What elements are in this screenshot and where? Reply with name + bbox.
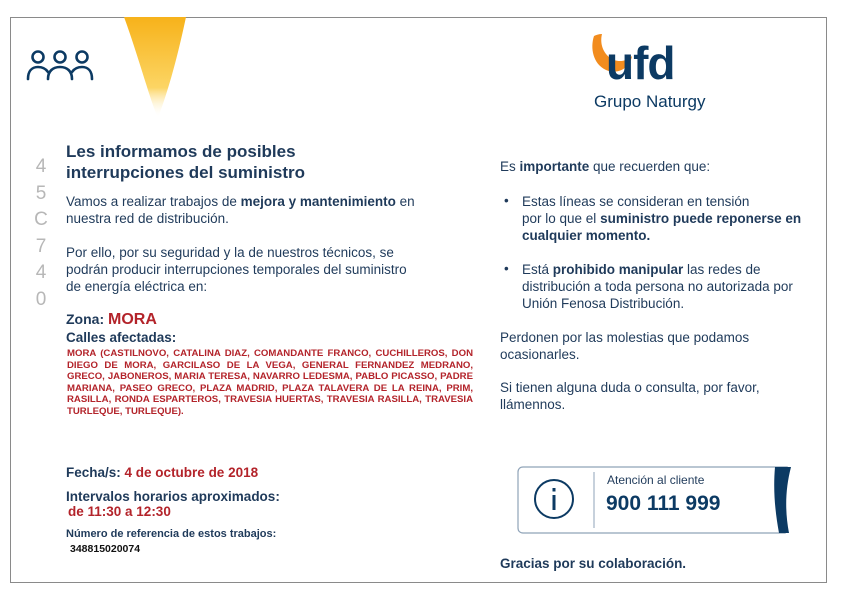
side-code-char: 4 — [35, 262, 47, 283]
text-bold: importante — [519, 159, 590, 174]
text: Por ello, por su seguridad y la de nuestros técnicos, se — [66, 245, 394, 260]
side-code-char: C — [34, 209, 48, 230]
reference-value: 348815020074 — [70, 543, 141, 555]
text: Está — [522, 262, 553, 277]
brand-subtitle: Grupo Naturgy — [594, 92, 706, 111]
notice-title — [66, 141, 305, 183]
apology-paragraph — [500, 329, 749, 363]
title-line: interrupciones del suministro — [66, 163, 305, 182]
info-icon — [532, 477, 576, 521]
text: Unión Fenosa Distribución. — [522, 296, 685, 311]
text-bold: prohibido manipular — [552, 262, 684, 277]
intervals-value: de 11:30 a 12:30 — [68, 504, 171, 519]
text: distribución a toda persona no autorizada por — [522, 279, 793, 294]
important-intro — [500, 158, 710, 175]
side-code-char: 5 — [35, 182, 47, 204]
people-icon — [26, 47, 94, 83]
bullet-dot: • — [504, 193, 509, 208]
streets-list: MORA (CASTILNOVO, CATALINA DIAZ, COMANDANTE FRANCO, CUCHILLEROS, DON DIEGO DE MORA, GARCILASO DE LA VEGA, GENERAL FERNANDEZ MEDRANO, GRECO, JABONEROS, MARIA TERESA, NAVARRO LEDESMA, PABLO PICASSO, PADRE MARIANA, PASEO GRECO, PLAZA MADRID, PLAZA TALAVERA DE LA REINA, PRIM, RASILLA, RONDA ESPARTEROS, TRAVESIA HUERTAS, TRAVESIA RASILLA, TRAVESIA TURLEQUE, TURLEQUE). — [67, 348, 473, 417]
text: en — [395, 194, 415, 209]
zone-value: MORA — [108, 311, 157, 328]
text-bold: mejora y mantenimiento — [240, 194, 396, 209]
thanks-text: Gracias por su colaboración. — [500, 556, 687, 571]
reference-label: Número de referencia de estos trabajos: — [66, 528, 277, 540]
text: nuestra red de distribución. — [66, 211, 229, 226]
title-line: Les informamos de posibles — [66, 142, 296, 161]
text: Es — [500, 159, 520, 174]
side-code-char: 0 — [35, 288, 47, 310]
text: Si tienen alguna duda o consulta, por favor, — [500, 380, 760, 395]
customer-service-phone[interactable]: 900 111 999 — [606, 492, 721, 515]
text-bold: suministro puede reponerse en — [600, 211, 802, 226]
text: llámennos. — [500, 397, 566, 412]
date-label: Fecha/s: — [66, 465, 121, 480]
paragraph-works — [66, 193, 415, 227]
text: Estas líneas se consideran en tensión — [522, 194, 750, 209]
bullet-tension — [522, 193, 801, 244]
date-line — [66, 465, 258, 480]
date-value: 4 de octubre de 2018 — [124, 465, 259, 480]
customer-service-label: Atención al cliente — [607, 473, 705, 487]
paragraph-safety — [66, 244, 407, 295]
text: las redes de — [683, 262, 761, 277]
text: Perdonen por las molestias que podamos — [500, 330, 750, 345]
brand-name: ufd — [606, 37, 675, 89]
text: ocasionarles. — [500, 347, 580, 362]
side-code — [34, 154, 48, 313]
text: por lo que el — [522, 211, 601, 226]
contact-paragraph — [500, 379, 760, 413]
streets-label: Calles afectadas: — [66, 330, 177, 345]
intervals-label: Intervalos horarios aproximados: — [66, 489, 280, 504]
bullet-dot: • — [504, 261, 509, 276]
text: Vamos a realizar trabajos de — [66, 194, 241, 209]
zone-line — [66, 311, 157, 329]
text: podrán producir interrupciones temporales del suministro — [66, 262, 407, 277]
text-bold: cualquier momento. — [522, 228, 651, 243]
side-code-char: 4 — [35, 156, 47, 177]
zone-label: Zona: — [66, 311, 108, 327]
text: que recuerden que: — [589, 159, 711, 174]
bullet-prohibited — [522, 261, 793, 312]
side-code-char: 7 — [35, 235, 47, 257]
text: de energía eléctrica en: — [66, 279, 208, 294]
